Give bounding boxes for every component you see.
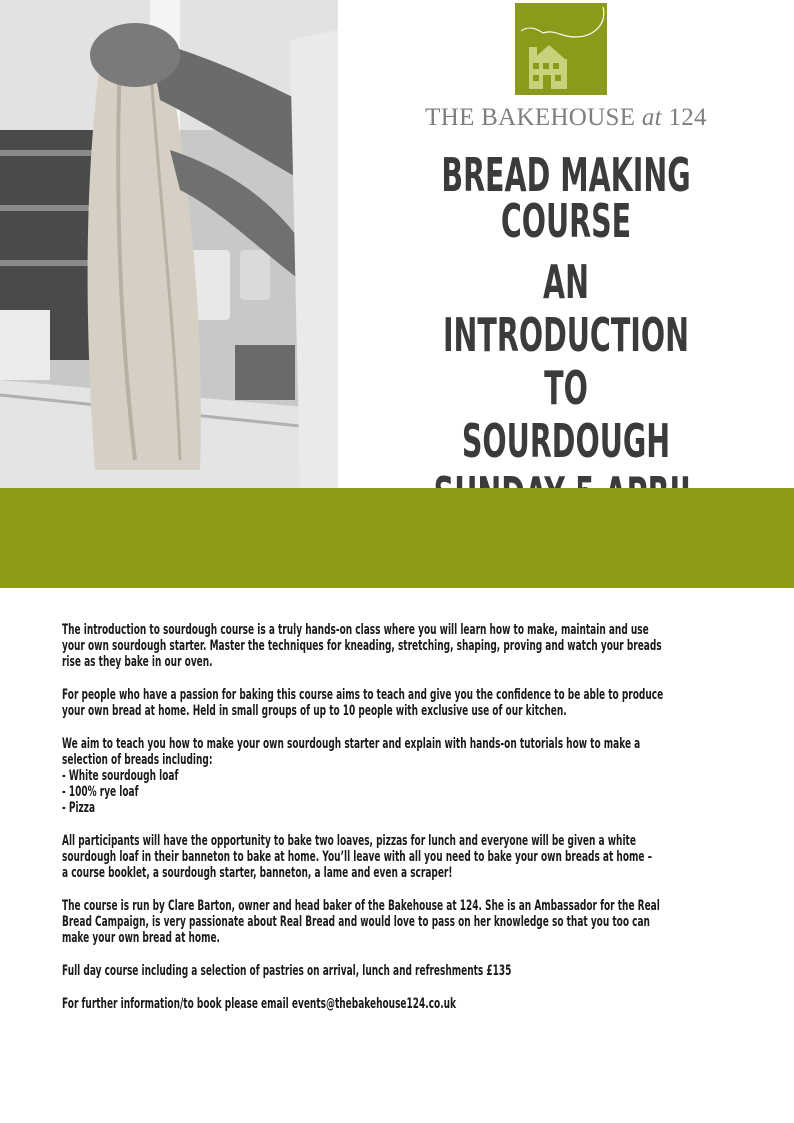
paragraph-participants: All participants will have the opportunity to bake two loaves, pizzas for lunch and everyone will be given a white sourdough loaf in their banneton to bake at home. You’ll leave with all you need to bake your own breads at home – a course booklet, a sourdough starter, banneton, a lame and even a scraper! [62, 833, 653, 881]
dough-stretching-photo [0, 0, 338, 488]
accent-band [0, 488, 794, 588]
paragraph-price: Full day course including a selection of pastries on arrival, lunch and refreshments £135 [62, 963, 512, 979]
paragraph-audience: For people who have a passion for baking this course aims to teach and give you the confidence to be able to produce your own bread at home. Held in small groups of up to 10 people with exclusive use of our kitchen. [62, 687, 664, 719]
course-title: BREAD MAKING COURSE [441, 148, 691, 248]
paragraph-instructor: The course is run by Clare Barton, owner and head baker of the Bakehouse at 124. She is an Ambassador for the Real Bread Campaign, is very passionate about Real Bread and would love to pass on her knowledge so that you too can make your own bread at home. [62, 898, 660, 946]
paragraph-breads: We aim to teach you how to make your own sourdough starter and explain with hands-on tutorials how to make a selection of breads including: - White sourdough loaf - 100% rye loaf - Pizza [62, 736, 719, 816]
headline-line: SOURDOUGH [461, 414, 671, 468]
paragraph-booking: For further information/to book please email events@thebakehouse124.co.uk [62, 996, 457, 1012]
bread-list-item: - Pizza [62, 800, 96, 816]
bread-list-item: - White sourdough loaf [62, 768, 179, 784]
bakehouse-house-logo [515, 3, 607, 95]
bread-list-item: - 100% rye loaf [62, 784, 139, 800]
paragraph-intro: The introduction to sourdough course is a truly hands-on class where you will learn how to make, maintain and use your own sourdough starter. Master the techniques for kneading, stretching, shaping, proving and watch your breads rise as they bake in our oven. [62, 622, 662, 670]
course-description [62, 622, 719, 1029]
brand-name: THE BAKEHOUSE at 124 [425, 104, 707, 131]
headline-line: AN INTRODUCTION TO [442, 255, 690, 415]
